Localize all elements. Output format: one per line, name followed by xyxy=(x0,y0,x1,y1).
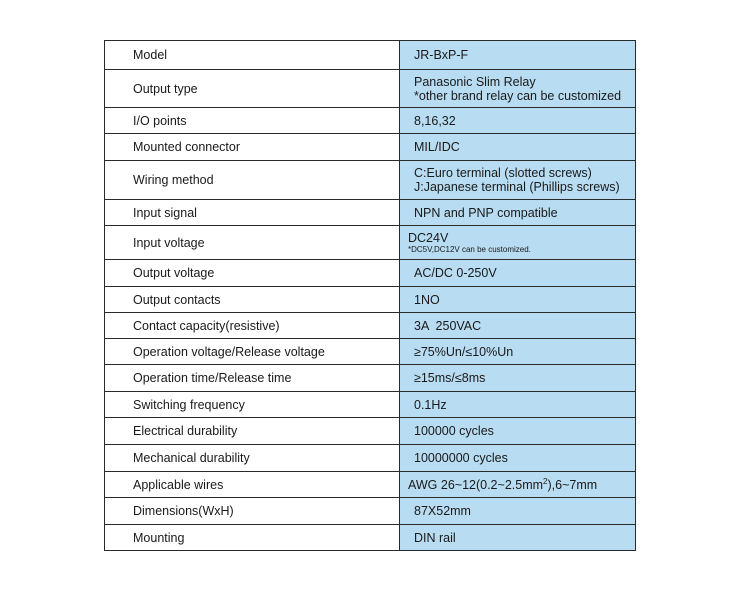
spec-row-applicable-wires xyxy=(105,472,636,498)
row-value xyxy=(400,41,636,70)
row-value xyxy=(400,134,636,161)
spec-row-output-voltage xyxy=(105,260,636,287)
row-label: Contact capacity(resistive) xyxy=(105,313,400,339)
row-value-line: Panasonic Slim Relay xyxy=(414,74,536,89)
row-value-line: DC24V xyxy=(408,230,449,245)
row-label: Input voltage xyxy=(105,226,400,260)
row-value xyxy=(400,161,636,200)
row-label: Operation time/Release time xyxy=(105,365,400,392)
row-value-line: J:Japanese terminal (Phillips screws) xyxy=(414,180,620,194)
spec-row-operation-voltage xyxy=(105,339,636,365)
row-value-line: 87X52mm xyxy=(414,504,471,518)
spec-row-io-points xyxy=(105,108,636,134)
row-value-note: *DC5V,DC12V can be customized. xyxy=(408,244,531,254)
row-label: Wiring method xyxy=(105,161,400,200)
row-value xyxy=(400,108,636,134)
row-value xyxy=(400,365,636,392)
row-label: Dimensions(WxH) xyxy=(105,498,400,525)
spec-row-dimensions xyxy=(105,498,636,525)
row-value-line: NPN and PNP compatible xyxy=(414,205,558,220)
row-value xyxy=(400,525,636,551)
row-value-line: 8,16,32 xyxy=(414,113,456,128)
row-value-line: DIN rail xyxy=(414,530,456,545)
row-label: Mounted connector xyxy=(105,134,400,161)
row-value xyxy=(400,392,636,418)
spec-row-input-signal xyxy=(105,200,636,226)
spec-row-output-type xyxy=(105,70,636,108)
squared-superscript: 2 xyxy=(543,476,548,486)
row-value xyxy=(400,260,636,287)
spec-table xyxy=(104,40,636,551)
row-label: Operation voltage/Release voltage xyxy=(105,339,400,365)
row-value xyxy=(400,287,636,313)
spec-row-switching-frequency xyxy=(105,392,636,418)
row-label: Mounting xyxy=(105,525,400,551)
row-value-line: 1NO xyxy=(414,292,440,307)
row-label: Mechanical durability xyxy=(105,445,400,472)
row-value-line: JR-BxP-F xyxy=(414,48,469,62)
row-value xyxy=(400,445,636,472)
spec-row-output-contacts xyxy=(105,287,636,313)
spec-row-electrical-durability xyxy=(105,418,636,445)
spec-row-operation-time xyxy=(105,365,636,392)
row-label: Output type xyxy=(105,70,400,108)
row-label: I/O points xyxy=(105,108,400,134)
row-value xyxy=(400,498,636,525)
row-value xyxy=(400,70,636,108)
spec-row-model xyxy=(105,41,636,70)
spec-row-contact-capacity xyxy=(105,313,636,339)
row-label: Output voltage xyxy=(105,260,400,287)
row-value xyxy=(400,200,636,226)
row-value xyxy=(400,339,636,365)
wire-gauge-text: AWG 26~12(0.2~2.5mm xyxy=(408,477,544,492)
row-value xyxy=(400,313,636,339)
spec-row-mounting xyxy=(105,525,636,551)
row-value-line: ≥15ms/≤8ms xyxy=(414,371,486,385)
row-value-line: 0.1Hz xyxy=(414,397,447,412)
wire-strip-text: ),6~7mm xyxy=(547,477,598,492)
row-label: Model xyxy=(105,41,400,70)
row-value-line: MIL/IDC xyxy=(414,140,460,154)
spec-row-wiring-method xyxy=(105,161,636,200)
row-label: Output contacts xyxy=(105,287,400,313)
row-value-line: *other brand relay can be customized xyxy=(414,88,622,103)
row-value xyxy=(400,472,636,498)
spec-row-input-voltage xyxy=(105,226,636,260)
row-value xyxy=(400,226,636,260)
row-value-line xyxy=(408,478,635,492)
row-label: Electrical durability xyxy=(105,418,400,445)
row-value xyxy=(400,418,636,445)
row-label: Switching frequency xyxy=(105,392,400,418)
spec-row-mechanical-durability xyxy=(105,445,636,472)
row-label: Input signal xyxy=(105,200,400,226)
row-value-line: C:Euro terminal (slotted screws) xyxy=(414,166,592,180)
row-value-line: 10000000 cycles xyxy=(414,451,508,465)
row-value-line: AC/DC 0-250V xyxy=(414,266,497,280)
spec-row-mounted-connector xyxy=(105,134,636,161)
row-value-line: 100000 cycles xyxy=(414,424,494,438)
row-label: Applicable wires xyxy=(105,472,400,498)
row-value-line: ≥75%Un/≤10%Un xyxy=(414,344,514,359)
row-value-line: 3A 250VAC xyxy=(414,318,482,333)
